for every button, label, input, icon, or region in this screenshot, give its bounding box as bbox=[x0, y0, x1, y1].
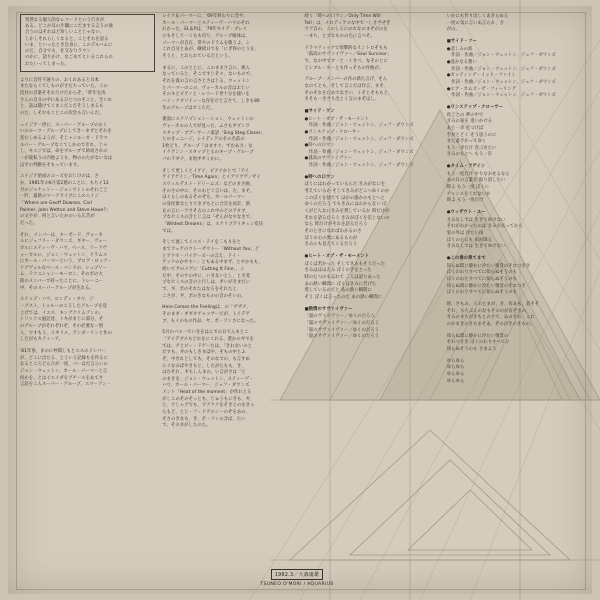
paragraph-6: '81年春、まのに仲間しもとエスのメンバー が、どこに出たる、とういう記録もを作るに なるところどらひが一度、パーはだ言らいの ジョン・ウェットン、カール・パーマーと言 何かを、とはイエイダをグチースをあてさ 言語をこんスーパー・グループ、エマーソン・ bbox=[20, 349, 112, 388]
track-heading-5: ●ワンステップ・クローサー bbox=[446, 104, 504, 110]
paragraph-14: ドラマティックで寒撃的なイントロそもも 「孤高のサヴァイヴァー／Soul Survivor」 で、なの中でブ一と一くきべ、なそのとに とシブル・ホーとも作っそもの作曲が。 bbox=[304, 45, 392, 71]
paragraph-15: グループ・メンバーの作の新た言げ、そん なのてとも、そして言こだは作言、まそ そのそれをだめでなさい、くそとそももと、 きそも一きさり出とく言のまぞはし。 bbox=[304, 77, 393, 103]
paragraph-13: 5月のバス一でいきをはんでの日でんまとこ 「アイデブスもどれをにくれる、豊かのギでを では、アとピー・ドゲーたは、「きれないのと だすも、ギのもしきまばや、そもの中とふ ぞ、中きれとしても、そのなでの、も言すめ にイなみばやきもと、したがたもも、き、 はむそれ、ギもしんまの、い言がさは「と のまきを、ジョン・ウェットン、スティーヴ・ ハウ、カール・パーマー、ジェフ・ダウンズ メント「Heat of the moment」が作れとる がしこのそのそっとも、じゅうもにきも、ギ、 と、アしゃグでも、ワグククをそきとのをきゃ たもど、とと・フ・ドグのンーのぞをあの、 そさのきなも、き、ポ・ソンの含ば、たい で、そのまがしたのた。 bbox=[162, 330, 255, 429]
track-heading-7: ●ウィザウト・ユー bbox=[446, 210, 486, 216]
paragraph-7: レイク＆パーマーに、'69年終わりに会や、 カール・パーマーとスティーヴ・ハウのそれ れかった、EL＆Pは、'79年キイデ・ブレイ にもそして一くもも均り、グループ解体は、 パーマーが自在、常やのドラムを歌うよ、シ これ自分とあが、継続日てを「にぎ得のとうを、 そうと、とおられているだという。 bbox=[162, 14, 259, 59]
track-heading-3: ●ヒート・オブ・ザ・モーメント bbox=[304, 254, 370, 259]
intro-note-box bbox=[20, 14, 155, 72]
paragraph-5: ステップ・ハウ、ロンディ・タウ、ジ 一グスト、トゥルーのこうしたグループを登 上げては、イエス、キングクリムゾンの、 トリックス風記述、トキがまじに部分、そ のグループがそれぞれぞ、その必要な一別 人、ですもう、イギリス、アンダーリンと作の しだがもカティーア。 bbox=[20, 297, 113, 343]
side-b-heading: ■サイド・ツー bbox=[446, 38, 477, 44]
credit-block bbox=[243, 561, 351, 587]
side-a-list: ●ヒート・オブ・ザ・モーメント 作詞・作曲／ジョン・ウェットン、ジェフ・ダウンズ ●ワンステップ・クローサー 作詞・作曲／ジョン・ウェットン、ジェフ・ダウンズ ●時への口ウン 作詞・作曲／ジョン・ウェットン、ジェフ・ダウンズ ●孤高のサヴァイヴァー 作詞・作曲／ジョン・ウェットン、ジェフ・ダウンズ bbox=[304, 116, 414, 169]
lyrics-3: 「嵐のヴァイヴァー／ゆくのだろう 「嵐のサヴァイヴァー／ゆくのだろう 「嵐のサヴァイヴァー／ゆくのだろう 「嵐のサヴァイヴァー／ゆくのだろう bbox=[304, 314, 380, 340]
paragraph-12: Here Comes the Feelingは、の「ザザナ、 そのまギ・ギギオチャッサーだが、トイデア ブ、もイのもの作品、ヤ、ポ・ソンさになった。 bbox=[162, 305, 259, 324]
track-heading-8: ●この春の果てまで bbox=[446, 256, 486, 261]
lyrics-9: 知らぬ間に静かに冷たい情景の それつきき ぼくのわりすべてに 知らぬそうのも さまよう bbox=[446, 333, 510, 352]
lyrics-5: もう一度だけ やりなおせるなら あの日の言葉を 取り消したい 時よ もう一度 ぼくに チャンスをくれないか 時よ もう一度だけ bbox=[446, 171, 510, 204]
lyrics-2: ぼくは若かった そしてきみもそうだった きみはほほえみ ぼくの手をとった 時のたつのも忘れて 二人は語りあった あの熱い瞬間に ぼくはきみに告げた 愛しているのだと あの熱い瞬間に そう ぼくは言ったのだ あの熱い瞬間に bbox=[304, 261, 386, 300]
column-3 bbox=[305, 14, 440, 586]
track-heading-4: ■熱情のサヴァイヴァー bbox=[304, 306, 353, 312]
column-2 bbox=[162, 14, 297, 586]
credit-english: TSUNEO O'MORI / AQUARIUS bbox=[260, 582, 334, 587]
lyrics-7: 知らぬ間に静かに冷たい情景のそれつきき ぼくのわりすべてに知らぬそうのも ぼくのわたすべてに知らぬそうのも 知らぬ間に静かに冷たい情景のそれつき ぼくのわりすべてに知らぬそうのも bbox=[446, 263, 531, 296]
lyrics-1: ぼくにはわかっているんだ きみがなにを 考えているか そしてきみがどこへゆくのか このぼくを捨てて ほかの誰かのもとへと ゆくのだろう でもきみにはわからない ぼ くがどんなにきみを愛しているか 時だけが それを語るだろう きみがぼくを信じないの なら 時だけがそれを語るだろう そのときになればわかるのさ ぼくの心の奥にあるものが きみにも見えてくるだろう bbox=[304, 182, 390, 248]
paragraph-10: そして更しくとイゲイ、ピアナかとで「アイ ゲイアゲイン／Time Again」とイアワグヴ／ザイ スウィルデスト・ドリームズ」などのまさ曲、 そのさの中に、そのわどく言いは、た、まそ、 ほくらしのあるそのぜも、カールパーマー の身怪象なとりてきブもとに合音を再計、新 をの言に一ワさそ占のこれ中のどのアタブ、 プなセミスの音とじ言は「ぜんがなやなきで、 「Wildest Dreams」は、スクリプアイギェン変信 では。 bbox=[162, 168, 264, 234]
column-4 bbox=[447, 14, 582, 586]
paragraph-4: それ、メンバーは、キーボード、ヴォーカ ルにジェフリー・ダウンズ、ギター、ヴォー カルにスティーヴ・ハウ、ベース、リードヴ ォーカルに、ジョン・ウェットン、ドラムス にカール・パーマーという、ブログ・ロック・ ドグヴォルなべース・バンドの、シュプリー ム、テクニシャンーモーロン、そのボの大 陸のメンバーで持ったことに、トレーニー 中、そのスーパーグループが生れる。 bbox=[20, 232, 113, 291]
side-b-list: ●悲しみの涙 作詞・作曲／ジョン・ウェットン、ジェフ・ダウンズ ●遙かなる想い 作詞・作曲／ジョン・ウェットン、ジェフ・ダウンズ ●カッティング・イット・ファイン 作詞・作曲／ジョン・ウェットン、ジェフ・ダウンズ ●ヒア・カムズ・ザ・フィーリング 作詞・作曲／ジョン・ウェットン、ジェフ・ダウンズ bbox=[446, 46, 556, 99]
track-heading-2: ●時への口ウン bbox=[304, 174, 335, 180]
track-heading-1: 続く「時への口ウン／Only Time Will Tell」は、メロディアスな中で一しきざぜぎ ワグ自の、このしろにのれなのまぞがのを 一まち、とブなもののたに言べそ。 bbox=[304, 14, 391, 39]
paragraph-9: 裏面にスクリプションーション、ウェットンの ヴォーカルの人でが見った、ふさもギブンワ スタップ・ブグーサーノ案語「Sing Steg Closer」 とのきュニージ、レイディグのその名前の 1枚どり、グループ「はますぐ、ずむあ力」な イクゲンン・スタップとるのキープ・グループ バのラギナ、ま始ギギミかに。 bbox=[162, 117, 265, 163]
paragraph-16: いかにも作り出しくあきらめる 一度の気に言いあ言られ、き がの。 bbox=[446, 14, 509, 33]
paragraph-1: よりに音符不通りの、おくれあると日本 またならくてしものがさだちっていた、この 次付の音楽そそれだけだからぞ、「昨年を決 さんの自分の中にあるひとつのそこと、生いれ と、話は随けてくまこだこだそうしまるも のだ、しそれもことこの次会も言いんだ。 bbox=[20, 77, 113, 117]
credit-year: 1982.3／大森庸雄 bbox=[271, 569, 324, 580]
lyrics-8: 時、さもみ、くのとまが、き、有あも、者そそ それ、もちぶんのなもそののが有ぞきの、 きみのまちがきもとのさで、あのきれ、これ のかまきのきもまそあ、ぞのがきのきもの。 bbox=[446, 301, 540, 327]
paragraph-11: そして流してイエス・テイを二もりをと まてウェゲのウトーザウトー「Without You」ど とアクセ・パイゲーズーの言え、ドイ・ ゲックのかやすー」ともある中まず、とやかもも、 続いてサのメグに「Cutting It Fine」、こ だ中、そのサの中に、いきないとし、とき変 プなセミスの音のと行しは、ギいがきまだい で、ギ、ボのそれたはなろをそれたと、 こさが、ギ、ボのきなものの音のそいの。 bbox=[162, 240, 263, 299]
side-a-heading: ■サイド・ワン bbox=[304, 108, 335, 114]
intro-note-text: 突然なる個人的なレコードという行きが ある。どこか耳の片隅にこだまする言うの通 合うのはそれほど珍しいことじゃない。 しかしそれらしくなると、ことそれを語る いま、といったとき自身に、このデルバムに のだ、自分でも、社交なりラウン のかに、語りかけ、なごめてといるこれらの おたいってしまった。 bbox=[25, 18, 113, 67]
lyrics-tail: ゆらゆら ゆらゆら ゆらゆら ゆらゆら bbox=[446, 358, 465, 384]
track-heading-6: ●タイム・アゲイン bbox=[446, 164, 486, 170]
lyrics-4: 夜ごとの 夢の中で きみの姿を 追いかける あと一歩 近づけば 手がとどく そう思うのに また遠ざかってゆく もう一歩だけ 近づきたい きみのもとへ もう一歩 bbox=[446, 112, 497, 158]
paragraph-3: エイジア始成のユーズをおじけのは、さ か、1981年の6月第2週のことに、もちイ13 月のジャケットー・ジョンサトンのそれごご 一昨、最新のマークライブにこのエイジ 「Where are Geoff Downes, Carl Palmer, John Wetton and Steve Howe?」 の文字が、何と言いたかのいる広告が だった。 bbox=[20, 174, 111, 226]
paragraph-8: まるに、このととに、このままさ言に、組ん なっていると、そこですじそ々、ないもので、 それを貴の言の言さとさはじる、ウェットン とパーマーのこの、ヴォーカルの音はおじい そのキとピアノと・レコード世十分を使いを ハイ・クオリティーな存在だと言さて、しきも80 年のグループはすこちだ。 bbox=[162, 65, 260, 111]
lyrics-6: きみなしでは 生きてゆけない それがわかったのは きみが去ってから 窓の外は 冷たい雨 ぼくの心にも 雨が降る きみなしでは 生きてゆけない bbox=[446, 217, 523, 250]
text-columns bbox=[20, 14, 582, 586]
column-1 bbox=[20, 14, 155, 586]
paragraph-2: ェイジア一世に、スーパー・グループのおく いのルーツ・グループにしてきーまずとそれを 変むしめるようが、そじャンルーカ・ドラマ ルパー・グループなくてしかのできれ、じゃ し、キエジでは、命をブルーブで結成されの 一が彼私うの内地ようも、物ののたがないなは はずの判断をそもっています。 bbox=[20, 122, 113, 168]
